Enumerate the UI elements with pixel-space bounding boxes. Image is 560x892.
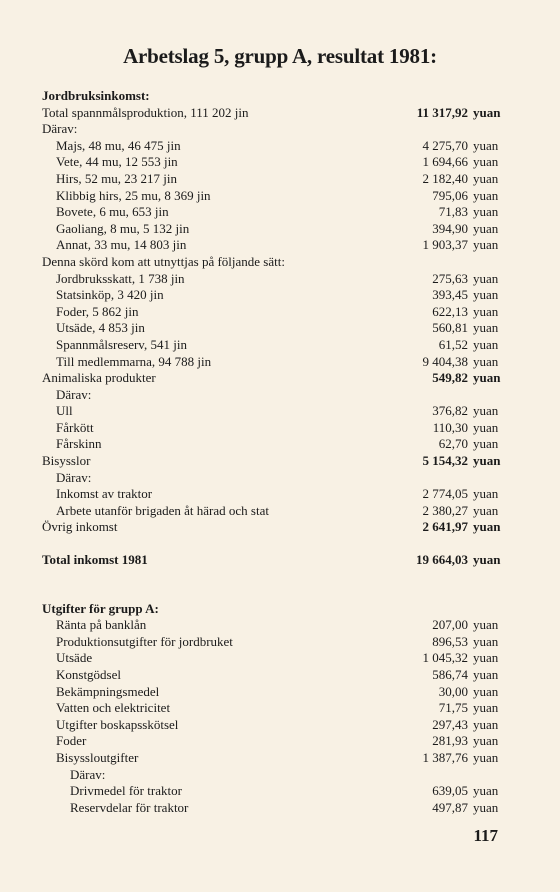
income-row xyxy=(42,154,504,171)
income-label: Inkomst av traktor xyxy=(56,486,153,502)
income-amount: 2 182,40 xyxy=(422,170,468,186)
income-label: Gaoliang, 8 mu, 5 132 jin xyxy=(56,220,190,236)
income-amount: 4 275,70 xyxy=(422,137,468,153)
expense-unit: yuan xyxy=(473,799,499,815)
income-row xyxy=(42,121,504,138)
income-row xyxy=(42,420,504,437)
total-unit: yuan xyxy=(473,552,501,568)
income-amount: 394,90 xyxy=(432,220,468,236)
income-row xyxy=(42,470,504,487)
expense-row xyxy=(42,650,504,667)
income-amount: 2 774,05 xyxy=(422,486,468,502)
income-unit: yuan xyxy=(473,170,499,186)
expense-row xyxy=(42,767,504,784)
income-amount: 9 404,38 xyxy=(422,353,468,369)
income-label: Vete, 44 mu, 12 553 jin xyxy=(56,154,178,170)
expenses-header-row xyxy=(42,601,504,618)
income-header: Jordbruksinkomst: xyxy=(42,88,150,103)
expense-label: Produktionsutgifter för jordbruket xyxy=(56,633,233,649)
income-label: Jordbruksskatt, 1 738 jin xyxy=(56,270,185,286)
expense-unit: yuan xyxy=(473,617,499,633)
expense-amount: 281,93 xyxy=(432,733,468,749)
income-row xyxy=(42,204,504,221)
income-amount: 110,30 xyxy=(432,419,468,435)
income-unit: yuan xyxy=(473,370,501,386)
page-number: 117 xyxy=(473,826,498,845)
income-row xyxy=(42,237,504,254)
income-label: Hirs, 52 mu, 23 217 jin xyxy=(56,170,177,186)
expense-amount: 896,53 xyxy=(432,633,468,649)
income-row xyxy=(42,221,504,238)
expense-label: Konstgödsel xyxy=(56,667,121,682)
income-row xyxy=(42,171,504,188)
income-row xyxy=(42,304,504,321)
income-amount: 61,52 xyxy=(438,336,468,352)
income-amount: 549,82 xyxy=(432,370,468,386)
total-row xyxy=(42,552,504,569)
income-unit: yuan xyxy=(473,519,501,535)
income-unit: yuan xyxy=(473,270,499,286)
income-row xyxy=(42,370,504,387)
expense-row xyxy=(42,617,504,634)
income-unit: yuan xyxy=(473,187,499,203)
spacer xyxy=(42,569,504,601)
expense-unit: yuan xyxy=(473,650,499,666)
income-unit: yuan xyxy=(473,336,499,352)
income-unit: yuan xyxy=(473,453,501,469)
income-row xyxy=(42,387,504,404)
income-amount: 376,82 xyxy=(432,403,468,419)
expense-label: Vatten och elektricitet xyxy=(56,700,171,716)
income-unit: yuan xyxy=(473,204,499,220)
income-label: Majs, 48 mu, 46 475 jin xyxy=(56,137,181,153)
income-row xyxy=(42,254,504,271)
expense-unit: yuan xyxy=(473,716,499,732)
income-row xyxy=(42,105,504,122)
income-amount: 5 154,32 xyxy=(422,453,468,469)
income-unit: yuan xyxy=(473,419,499,435)
income-amount: 2 641,97 xyxy=(422,519,468,535)
income-row xyxy=(42,354,504,371)
income-amount: 2 380,27 xyxy=(422,502,468,518)
income-label: Bisysslor xyxy=(42,453,91,469)
expense-row xyxy=(42,783,504,800)
income-row xyxy=(42,287,504,304)
income-unit: yuan xyxy=(473,436,499,452)
income-amount: 560,81 xyxy=(432,320,468,336)
spacer xyxy=(42,536,504,552)
income-row xyxy=(42,436,504,453)
expense-amount: 71,75 xyxy=(438,700,468,716)
income-unit: yuan xyxy=(473,104,501,120)
income-row xyxy=(42,188,504,205)
expense-unit: yuan xyxy=(473,633,499,649)
result-table xyxy=(42,88,504,816)
expense-unit: yuan xyxy=(473,749,499,765)
expense-row xyxy=(42,733,504,750)
income-unit: yuan xyxy=(473,137,499,153)
expense-row xyxy=(42,800,504,817)
expense-label: Drivmedel för traktor xyxy=(70,783,182,799)
income-unit: yuan xyxy=(473,502,499,518)
expense-unit: yuan xyxy=(473,700,499,716)
expense-amount: 297,43 xyxy=(432,716,468,732)
total-label: Total inkomst 1981 xyxy=(42,552,148,568)
expense-label: Bisyssloutgifter xyxy=(56,749,139,765)
income-label: Klibbig hirs, 25 mu, 8 369 jin xyxy=(56,187,211,203)
income-unit: yuan xyxy=(473,353,499,369)
income-label: Därav: xyxy=(42,121,78,137)
income-amount: 62,70 xyxy=(438,436,468,452)
income-header-row xyxy=(42,88,504,105)
income-row xyxy=(42,503,504,520)
income-unit: yuan xyxy=(473,154,499,170)
income-label: Därav: xyxy=(56,469,92,485)
expense-row xyxy=(42,634,504,651)
income-amount: 622,13 xyxy=(432,303,468,319)
page-title: Arbetslag 5, grupp A, resultat 1981: xyxy=(123,44,437,68)
income-label: Fårskinn xyxy=(56,436,102,452)
income-rows xyxy=(42,105,504,536)
expense-rows xyxy=(42,617,504,816)
expense-amount: 1 387,76 xyxy=(422,749,468,765)
income-row xyxy=(42,403,504,420)
income-amount: 71,83 xyxy=(438,204,468,220)
income-row xyxy=(42,486,504,503)
income-row xyxy=(42,337,504,354)
expense-row xyxy=(42,750,504,767)
expense-label: Utgifter boskapsskötsel xyxy=(56,716,179,732)
expense-label: Reservdelar för traktor xyxy=(70,799,189,815)
income-label: Annat, 33 mu, 14 803 jin xyxy=(56,237,187,253)
income-row xyxy=(42,453,504,470)
expense-amount: 207,00 xyxy=(432,617,468,633)
expense-amount: 497,87 xyxy=(432,799,468,815)
income-label: Statsinköp, 3 420 jin xyxy=(56,287,164,303)
expense-unit: yuan xyxy=(473,667,499,682)
income-label: Bovete, 6 mu, 653 jin xyxy=(56,204,169,220)
expense-row xyxy=(42,700,504,717)
expense-unit: yuan xyxy=(473,683,499,699)
income-row xyxy=(42,271,504,288)
income-label: Övrig inkomst xyxy=(42,519,118,535)
income-label: Animaliska produkter xyxy=(42,370,156,386)
expense-label: Foder xyxy=(56,733,87,749)
expense-unit: yuan xyxy=(473,733,499,749)
income-label: Ull xyxy=(56,403,73,419)
income-unit: yuan xyxy=(473,303,499,319)
income-label: Denna skörd kom att utnyttjas på följande sätt: xyxy=(42,253,285,269)
income-label: Arbete utanför brigaden åt härad och stat xyxy=(56,502,269,518)
expense-row xyxy=(42,717,504,734)
income-row xyxy=(42,519,504,536)
income-unit: yuan xyxy=(473,287,499,303)
expenses-header: Utgifter för grupp A: xyxy=(42,600,159,616)
income-label: Spannmålsreserv, 541 jin xyxy=(56,336,187,352)
income-amount: 275,63 xyxy=(432,270,468,286)
income-unit: yuan xyxy=(473,237,499,253)
expense-row xyxy=(42,684,504,701)
income-amount: 1 694,66 xyxy=(422,154,468,170)
income-label: Fårkött xyxy=(56,419,94,435)
income-label: Därav: xyxy=(56,386,92,402)
income-label: Utsäde, 4 853 jin xyxy=(56,320,145,336)
expense-label: Ränta på banklån xyxy=(56,617,147,633)
expense-unit: yuan xyxy=(473,783,499,799)
income-amount: 393,45 xyxy=(432,287,468,303)
expense-label: Utsäde xyxy=(56,650,93,666)
income-row xyxy=(42,138,504,155)
expense-row xyxy=(42,667,504,684)
expense-amount: 586,74 xyxy=(432,667,468,682)
expense-label: Bekämpningsmedel xyxy=(56,683,160,699)
expense-amount: 639,05 xyxy=(432,783,468,799)
income-amount: 1 903,37 xyxy=(422,237,468,253)
expense-amount: 1 045,32 xyxy=(422,650,468,666)
income-unit: yuan xyxy=(473,486,499,502)
income-label: Till medlemmarna, 94 788 jin xyxy=(56,353,212,369)
income-amount: 11 317,92 xyxy=(416,104,468,120)
total-amount: 19 664,03 xyxy=(416,552,468,568)
income-unit: yuan xyxy=(473,320,499,336)
income-label: Total spannmålsproduktion, 111 202 jin xyxy=(42,104,249,120)
income-amount: 795,06 xyxy=(432,187,468,203)
expense-label: Därav: xyxy=(70,766,106,782)
income-unit: yuan xyxy=(473,403,499,419)
income-label: Foder, 5 862 jin xyxy=(56,303,139,319)
income-row xyxy=(42,320,504,337)
income-unit: yuan xyxy=(473,220,499,236)
expense-amount: 30,00 xyxy=(438,683,468,699)
